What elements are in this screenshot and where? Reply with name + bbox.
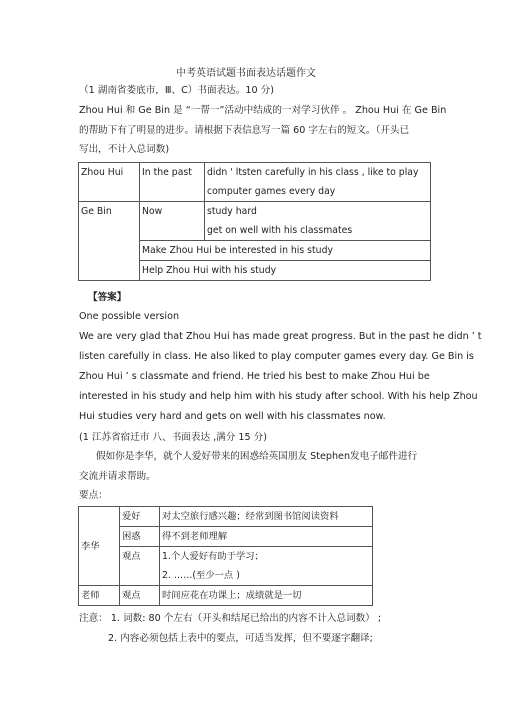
q2-prompt-line-2: 交流并请求帮助。 xyxy=(79,471,156,482)
cell-in-the-past: In the past xyxy=(140,163,205,202)
answer-heading: One possible version xyxy=(79,311,180,322)
q1-prompt-line-3: 写出，不计入总词数) xyxy=(79,144,170,155)
q2-prompt-line-1: 假如你是李华，就个人爱好带来的困惑给英国朋友 Stephen发电子邮件进行 xyxy=(96,451,418,462)
cell-past-behaviour xyxy=(205,163,431,202)
table-row xyxy=(79,163,431,202)
q1-source: （1 湖南省娄底市，Ⅲ、C）书面表达。10 分) xyxy=(79,85,274,96)
cell-hobby-key: 爱好 xyxy=(120,507,160,527)
cell-now-behaviour xyxy=(205,202,431,241)
answer-line-3: Zhou Hui ’ s classmate and friend. He tried his best to make Zhou Hui be xyxy=(79,371,430,382)
cell-make-interested: Make Zhou Hui be interested in his study xyxy=(140,241,431,261)
q1-info-table xyxy=(78,162,431,281)
cell-view-value-2: 2. ……(至少一点 ) xyxy=(160,566,373,586)
document-title: 中考英语试题书面表达话题作文 xyxy=(176,68,316,79)
cell-confusion-key: 困惑 xyxy=(120,527,160,547)
table-row xyxy=(79,507,373,527)
answer-line-4: interested in his study and help him with his study after school. With his help Zhou xyxy=(79,391,478,402)
note-line-2: 2. 内容必须包括上表中的要点，可适当发挥，但不要逐字翻译; xyxy=(108,633,373,644)
note-line-1: 注意： 1. 词数: 80 个左右（开头和结尾已给出的内容不计入总词数） ; xyxy=(79,613,382,624)
answer-line-2: listen carefully in class. He also liked to play computer games every day. Ge Bin is xyxy=(79,351,474,362)
cell-now: Now xyxy=(140,202,205,241)
answer-line-5: Hui studies very hard and gets on well with his classmates now. xyxy=(79,411,386,422)
cell-teacher: 老师 xyxy=(79,586,120,606)
cell-view-key: 观点 xyxy=(120,547,160,586)
q2-source: (1 江苏省宿迁市 八、书面表达 ,满分 15 分) xyxy=(79,432,268,443)
cell-past-line-1: didn ' ltsten carefully in his class , like to play xyxy=(207,167,419,178)
table-row xyxy=(79,527,373,547)
cell-teacher-view-key: 观点 xyxy=(120,586,160,606)
answer-label: 【答案】 xyxy=(88,292,127,303)
cell-past-line-2: computer games every day xyxy=(207,186,336,197)
q1-prompt-line-1: Zhou Hui 和 Ge Bin 是 “一帮一”活动中结成的一对学习伙伴 。 Zhou Hui 在 Ge Bin xyxy=(79,105,447,116)
table-row xyxy=(79,547,373,567)
cell-now-line-2: get on well with his classmates xyxy=(207,225,353,236)
cell-lihua: 李华 xyxy=(79,507,120,586)
q2-points-label: 要点： xyxy=(79,490,108,501)
cell-ge-bin: Ge Bin xyxy=(79,202,140,281)
cell-confusion-value: 得不到老师理解 xyxy=(160,527,373,547)
table-row xyxy=(79,586,373,606)
cell-view-value-1: 1.个人爱好有助于学习； xyxy=(160,547,373,567)
cell-help-study: Help Zhou Hui with his study xyxy=(140,261,431,281)
cell-zhou-hui: Zhou Hui xyxy=(79,163,140,202)
q1-prompt-line-2: 的帮助下有了明显的进步。请根据下表信息写一篇 60 字左右的短文。（开头已 xyxy=(79,125,410,136)
cell-now-line-1: study hard xyxy=(207,206,257,217)
cell-teacher-view-value: 时间应花在功课上；成绩就是一切 xyxy=(160,586,373,606)
cell-hobby-value: 对太空旅行感兴趣；经常到图书馆阅读资料 xyxy=(160,507,373,527)
answer-line-1: We are very glad that Zhou Hui has made great progress. But in the past he didn ’ t xyxy=(79,331,482,342)
q2-points-table xyxy=(78,506,373,606)
table-row xyxy=(79,202,431,241)
